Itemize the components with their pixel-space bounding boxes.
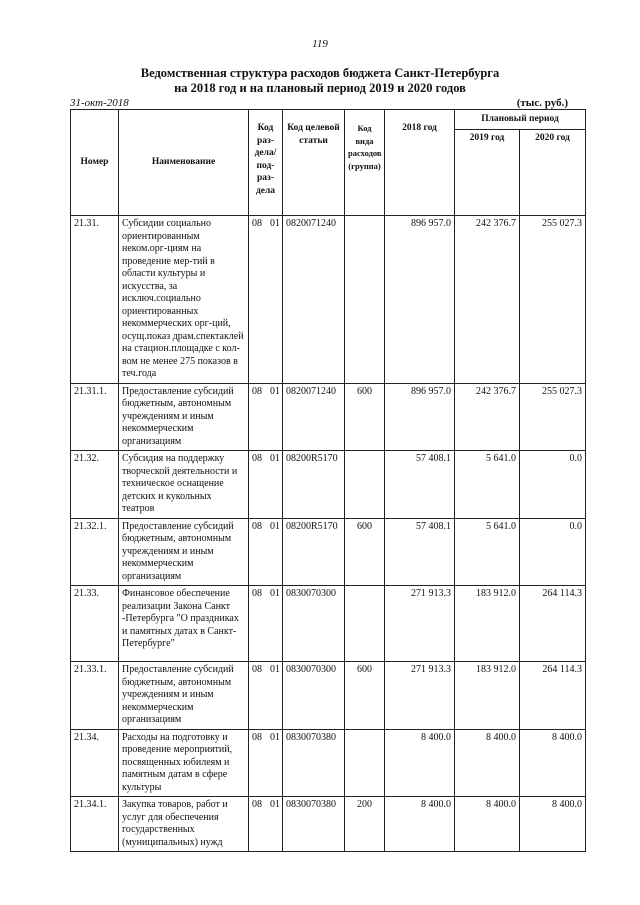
row-expense-type [345,586,385,662]
header-number: Номер [71,110,119,216]
row-number: 21.32. [71,451,119,519]
row-2018: 8 400.0 [385,797,455,852]
row-2020: 264 114.3 [520,586,586,662]
row-number: 21.33. [71,586,119,662]
row-2019: 5 641.0 [455,518,520,586]
header-2018: 2018 год [385,110,455,216]
row-number: 21.33.1. [71,662,119,730]
row-target: 0830070380 [283,729,345,797]
row-expense-type: 600 [345,383,385,451]
row-expense-type: 600 [345,662,385,730]
row-number: 21.31. [71,216,119,384]
row-section [249,586,283,662]
row-expense-type: 200 [345,797,385,852]
row-section-code: 08 [252,520,262,532]
row-section-code: 08 [252,664,262,675]
table-row [71,216,586,384]
document-title [0,66,640,96]
header-planned: Плановый период [455,110,586,130]
row-number: 21.31.1. [71,383,119,451]
table-row [71,586,586,662]
row-section [249,383,283,451]
row-2020: 0.0 [520,518,586,586]
row-name: Субсидия на поддержку творческой деятельности и техническое оснащение детских и кукольных театров [119,451,249,519]
header-target: Код целевой статьи [283,110,345,216]
row-name: Расходы на подготовку и проведение мероприятий, посвященных юбилеям и памятным датам в сфере культуры [119,729,249,797]
row-target: 0820071240 [283,216,345,384]
table-row [71,383,586,451]
row-2019: 8 400.0 [455,729,520,797]
row-name: Закупка товаров, работ и услуг для обеспечения государственных (муниципальных) нужд [119,797,249,852]
row-section-code: 08 [252,385,262,397]
row-target: 0830070380 [283,797,345,852]
row-number: 21.34.1. [71,797,119,852]
row-subsection-code: 01 [270,520,280,532]
row-2019: 183 912.0 [455,662,520,730]
row-section-code: 08 [252,453,262,464]
header-2020: 2020 год [520,130,586,216]
row-2020: 255 027.3 [520,383,586,451]
table-row [71,451,586,519]
row-target: 0830070300 [283,586,345,662]
row-number: 21.34. [71,729,119,797]
title-line-1: Ведомственная структура расходов бюджета Санкт-Петербурга [140,66,500,80]
row-2020: 8 400.0 [520,729,586,797]
row-2018: 896 957.0 [385,383,455,451]
row-subsection-code: 01 [270,453,280,464]
row-2018: 57 408.1 [385,451,455,519]
table-row [71,662,586,730]
row-name: Предоставление субсидий бюджетным, автономным учреждениям и иным некоммерческим организациям [119,383,249,451]
row-2020: 264 114.3 [520,662,586,730]
row-section [249,451,283,519]
row-2018: 57 408.1 [385,518,455,586]
row-section [249,216,283,384]
units-label: (тыс. руб.) [516,97,568,109]
header-expense-type: Код вида расходов (группа) [345,110,385,216]
table-body [71,216,586,852]
header-name: Наименование [119,110,249,216]
table-row [71,518,586,586]
row-target: 08200R5170 [283,451,345,519]
row-2020: 255 027.3 [520,216,586,384]
row-2020: 0.0 [520,451,586,519]
row-expense-type [345,729,385,797]
row-subsection-code: 01 [270,731,280,743]
row-expense-type: 600 [345,518,385,586]
row-name: Предоставление субсидий бюджетным, автономным учреждениям и иным некоммерческим организациям [119,662,249,730]
row-2018: 8 400.0 [385,729,455,797]
row-subsection-code: 01 [270,385,280,397]
page-number: 119 [312,38,328,50]
table-row [71,729,586,797]
row-number: 21.32.1. [71,518,119,586]
row-section-code: 08 [252,588,262,599]
header-2019: 2019 год [455,130,520,216]
row-2019: 8 400.0 [455,797,520,852]
row-2018: 896 957.0 [385,216,455,384]
row-expense-type [345,216,385,384]
budget-table [70,109,586,852]
row-2019: 183 912.0 [455,586,520,662]
row-target: 08200R5170 [283,518,345,586]
row-section-code: 08 [252,218,262,229]
row-2019: 5 641.0 [455,451,520,519]
row-subsection-code: 01 [270,218,280,229]
row-2019: 242 376.7 [455,216,520,384]
table-row [71,797,586,852]
row-section-code: 08 [252,731,262,743]
row-2020: 8 400.0 [520,797,586,852]
row-subsection-code: 01 [270,588,280,599]
row-section-code: 08 [252,799,262,810]
row-subsection-code: 01 [270,664,280,675]
row-section [249,662,283,730]
title-line-2: на 2018 год и на плановый период 2019 и 2020 годов [174,81,466,95]
row-2018: 271 913.3 [385,662,455,730]
row-section [249,729,283,797]
header-section: Код раз-дела/ под-раз-дела [249,110,283,216]
row-name: Предоставление субсидий бюджетным, автономным учреждениям и иным некоммерческим организациям [119,518,249,586]
row-expense-type [345,451,385,519]
table-header [71,110,586,216]
row-target: 0830070300 [283,662,345,730]
row-2019: 242 376.7 [455,383,520,451]
row-name: Финансовое обеспечение реализации Закона Санкт -Петербурга "О праздниках и памятных датах в Санкт-Петербурге" [119,586,249,662]
row-subsection-code: 01 [270,799,280,810]
row-name: Субсидии социально ориентированным неком.орг-циям на проведение мер-тий в области культуры и искусства, за исключ.социально ориентированных некоммерческих орг-ций, осущ.показ драм.спектаклей на стацион.площадке с кол-вом не менее 275 показов в теч.года [119,216,249,384]
row-2018: 271 913.3 [385,586,455,662]
row-target: 0820071240 [283,383,345,451]
row-section [249,797,283,852]
document-date: 31-окт-2018 [70,97,129,109]
row-section [249,518,283,586]
